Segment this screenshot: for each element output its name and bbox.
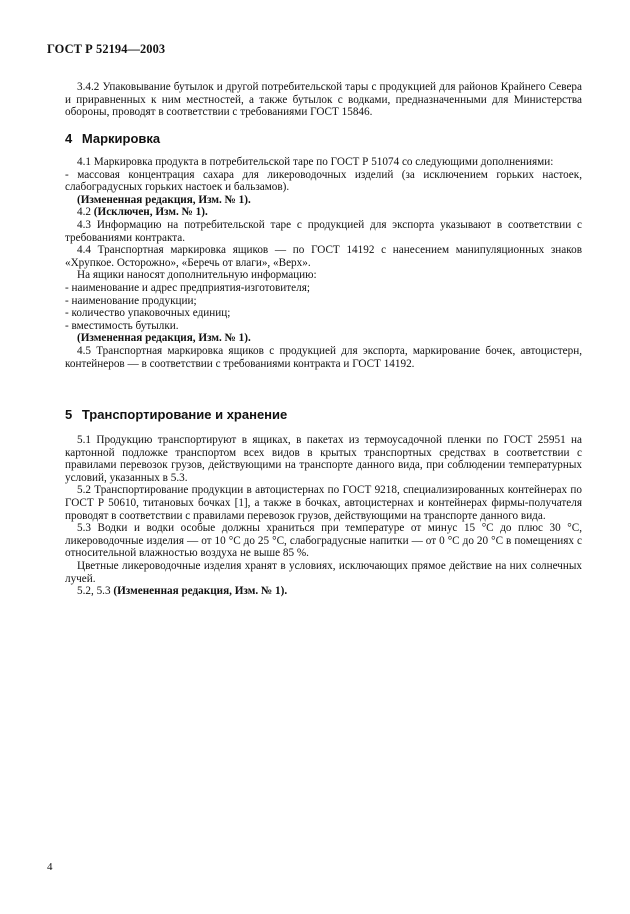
clause-4-3: 4.3 Информацию на потребительской таре с продукцией для экспорта указывают в соответствии с требованиями контракта. <box>65 218 582 244</box>
clause-number: 5.2, 5.3 <box>77 585 111 598</box>
page-number: 4 <box>47 861 53 873</box>
clause-4-1-item: - массовая концентрация сахара для ликероводочных изделий (за исключением горьких настоек, слабоградусных горьких настоек и бальзамов). <box>65 168 582 194</box>
clause-5-2-5-3-amend <box>65 585 582 598</box>
list-item: - вместимость бутылки. <box>65 319 179 332</box>
clause-5-3-extra: Цветные ликероводочные изделия хранят в условиях, исключающих прямое действие на них солнечных лучей. <box>65 559 582 585</box>
section-number: 4 <box>65 131 73 146</box>
section-5-body <box>65 434 582 598</box>
list-item: - количество упаковочных единиц; <box>65 307 231 320</box>
clause-3-4-2 <box>65 81 582 119</box>
clause-4-1: 4.1 Маркировка продукта в потребительской таре по ГОСТ Р 51074 со следующими дополнениями: <box>77 156 554 168</box>
clause-4-5: 4.5 Транспортная маркировка ящиков с продукцией для экспорта, маркирование бочек, автоцистерн, контейнеров — в соответствии с требованиями контракта и ГОСТ 14192. <box>65 344 582 370</box>
list-item: - наименование и адрес предприятия-изготовителя; <box>65 281 310 294</box>
section-title: Транспортирование и хранение <box>81 407 288 422</box>
amendment-note: (Измененная редакция, Изм. № 1). <box>113 585 288 598</box>
section-4-heading <box>65 131 582 146</box>
section-title: Маркировка <box>81 131 161 146</box>
document-header: ГОСТ Р 52194—2003 <box>47 42 166 56</box>
list-item: - наименование продукции; <box>65 294 197 307</box>
clause-5-3: 5.3 Водки и водки особые должны храниться при температуре от минус 15 °С до плюс 30 °С, ликероводочные изделия — от 10 °С до 25 °С, слабоградусные напитки — от 0 °С до 20 °С в помещениях с относительной влажностью воздуха не выше 85 %. <box>65 522 582 560</box>
section-4-body <box>65 156 582 370</box>
clause-4-2 <box>65 206 582 219</box>
section-number: 5 <box>65 407 73 422</box>
amendment-note: (Измененная редакция, Изм. № 1). <box>77 332 251 345</box>
clause-status: (Исключен, Изм. № 1). <box>93 206 208 219</box>
clause-4-4-extra: На ящики наносят дополнительную информацию: <box>77 269 317 282</box>
clause-4-4: 4.4 Транспортная маркировка ящиков — по ГОСТ 14192 с нанесением манипуляционных знаков «Хрупкое. Осторожно», «Беречь от влаги», «Верх». <box>65 244 582 269</box>
clause-text: 3.4.2 Упаковывание бутылок и другой потребительской тары с продукцией для районов Крайнего Севера и приравненных к ним местностей, а также бутылок с водками, предназначенными для Министерства обороны, проводят в соответствии с требованиями ГОСТ 15846. <box>65 81 582 119</box>
amendment-note: (Измененная редакция, Изм. № 1). <box>77 193 251 206</box>
clause-5-2: 5.2 Транспортирование продукции в автоцистернах по ГОСТ 9218, специализированных контейнерах по ГОСТ Р 50610, титановых бочках [1], а также в бочках, автоцистернах и контейнерах фирмы-получателя проводят в соответствии с правилами перевозок грузов, действующими на транспорте данного вида. <box>65 484 582 522</box>
clause-number: 4.2 <box>77 206 91 219</box>
section-5-heading <box>65 407 582 422</box>
clause-5-1: 5.1 Продукцию транспортируют в ящиках, в пакетах из термоусадочной пленки по ГОСТ 25951 на картонной подложке транспортом всех видов в крытых транспортных средствах в соответствии с правилами перевозок грузов, действующими на транспорте данного вида, при соблюдении температурных условий, указанных в 5.3. <box>65 434 582 484</box>
